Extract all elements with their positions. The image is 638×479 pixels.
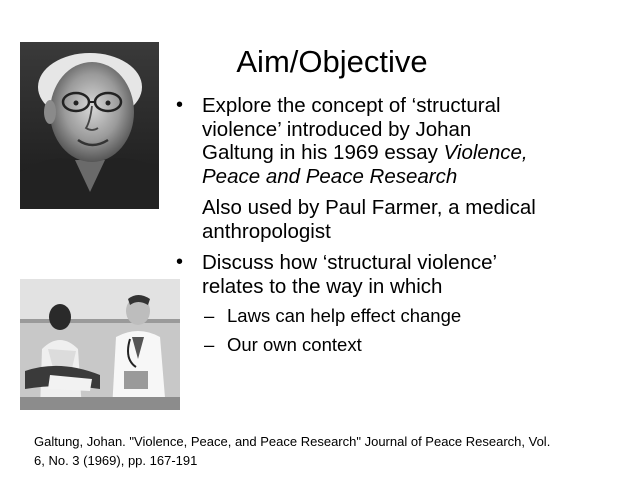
bullet-list — [172, 94, 622, 356]
bullet-item-explore — [172, 94, 622, 188]
bullet-text-line — [202, 141, 622, 165]
bullet-text-line: Discuss how ‘structural violence’ — [202, 251, 498, 274]
bullet-text-line: violence’ introduced by Johan — [202, 117, 472, 141]
citation — [34, 432, 614, 470]
paragraph-text-line: anthropologist — [202, 219, 331, 243]
citation-line: 6, No. 3 (1969), pp. 167-191 — [34, 453, 198, 468]
sub-bullet-text: Laws can help effect change — [227, 305, 462, 326]
bullet-marker: • — [176, 251, 184, 273]
citation-line: Galtung, Johan. "Violence, Peace, and Peace Research" Journal of Peace Research, Vol. — [34, 434, 551, 449]
paragraph-farmer — [172, 196, 622, 243]
portrait-photo — [20, 42, 159, 209]
sub-bullet-marker: – — [204, 305, 215, 326]
sub-bullet-marker: – — [204, 334, 215, 355]
essay-title-italic: Violence, — [443, 141, 528, 164]
essay-title-italic: Peace and Peace Research — [202, 164, 458, 188]
bullet-text-line: relates to the way in which — [202, 274, 443, 298]
bullet-marker: • — [176, 94, 184, 116]
paragraph-text-line: Also used by Paul Farmer, a medical — [202, 196, 536, 219]
bullet-item-discuss — [172, 251, 622, 298]
doctor-with-patients-photo — [20, 279, 180, 410]
bullet-text-line: Explore the concept of ‘structural — [202, 94, 501, 117]
sub-bullet-item — [172, 305, 622, 327]
sub-bullet-item — [172, 334, 622, 356]
slide-title: Aim/Objective — [236, 44, 428, 79]
sub-bullet-text: Our own context — [227, 334, 362, 355]
bullet-text-plain: Galtung in his 1969 essay — [202, 141, 444, 164]
